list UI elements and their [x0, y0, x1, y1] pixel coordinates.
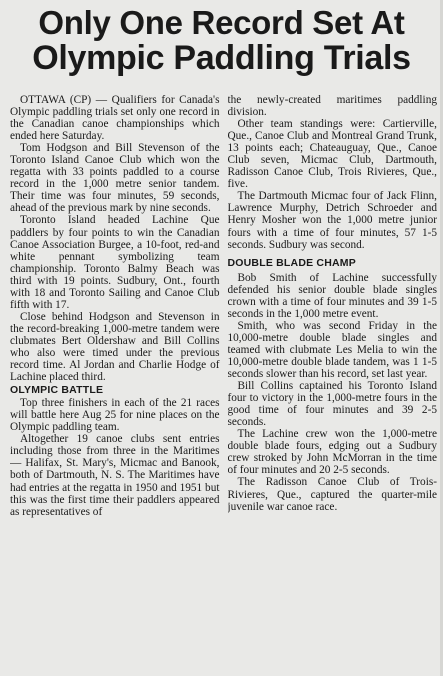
paragraph: Smith, who was second Friday in the 10,000-metre double blade singles and teamed with clubmate Les Melia to win the 10,000-metre double blade tandem, was 1 1-5 seconds slower than his record, set last year.	[227, 319, 437, 381]
paragraph: Close behind Hodgson and Stevenson in the record-breaking 1,000-metre tandem were clubmates Bert Oldershaw and Bill Collins who also were timed under the previous record time. Al Jordan and Charlie Hodge of Lachine placed third.	[10, 310, 220, 384]
paragraph: Tom Hodgson and Bill Stevenson of the Toronto Island Canoe Club which won the regatta with 33 points paddled to a course record in the 1,000 metre senior tandem. Their time was four minutes, 59 seconds, ahead of the previous mark by nine seconds.	[10, 142, 220, 215]
paragraph: The Dartmouth Micmac four of Jack Flinn, Lawrence Murphy, Detrich Schroeder and Henry Mosher won the 1,000 metre junior fours with a time of four minutes, 57 1-5 seconds. Sudbury was second.	[227, 190, 437, 251]
subheading-olympic-battle: OLYMPIC BATTLE	[10, 384, 104, 397]
paragraph: Top three finishers in each of the 21 races will battle here Aug 25 for nine places on the Olympic paddling team.	[10, 397, 220, 434]
paragraph: Toronto Island headed Lachine Que paddlers by four points to win the Canadian Canoe Association Burgee, a 10-foot, red-and white pennant symbolizing team championship. Toronto Balmy Beach was third with 19 points. Sudbury, Ont., fourth with 18 and Toronto Sailing and Canoe Club fifth with 17.	[10, 214, 220, 311]
paragraph: The Lachine crew won the 1,000-metre double blade fours, edging out a Sudbury crew stroked by John McMorran in the time of four minutes and 20 2-5 seconds.	[227, 428, 437, 477]
article-body	[10, 94, 437, 676]
paragraph: Bill Collins captained his Toronto Island four to victory in the 1,000-metre fours in the good time of four minutes and 39 2-5 seconds.	[227, 380, 437, 429]
right-column	[228, 94, 438, 676]
paragraph: Other team standings were: Cartierville, Que., Canoe Club and Montreal Grand Trunk, 13 points each; Chateauguay, Que., Canoe Club seven, Micmac Club, Dartmouth, Radisson Canoe Club, Trois Rivieres, Que., five.	[227, 118, 437, 191]
headline	[0, 0, 443, 76]
paragraph: the newly-created maritimes paddling division.	[227, 94, 437, 119]
paragraph: OTTAWA (CP) — Qualifiers for Canada's Olympic paddling trials set only one record in the Canadian canoe championships which ended here Saturday.	[10, 94, 220, 143]
headline-line-1: Only One Record Set At	[38, 4, 405, 41]
subheading-double-blade-champ: DOUBLE BLADE CHAMP	[227, 256, 356, 269]
headline-line-2: Olympic Paddling Trials	[32, 38, 411, 77]
paragraph: Bob Smith of Lachine successfully defended his senior double blade singles crown with a time of four minutes and 39 1-5 seconds in the 1,000 metre event.	[227, 271, 437, 320]
left-column	[10, 94, 220, 676]
paragraph: Altogether 19 canoe clubs sent entries including those from three in the Maritimes — Halifax, St. Mary's, Micmac and Banook, both of Dartmouth, N. S. The Maritimes have had entries at the regatta in 1950 and 1951 but this was the first time their paddlers appeared as representatives of	[10, 433, 220, 518]
paragraph: The Radisson Canoe Club of Trois-Rivieres, Que., captured the quarter-mile juvenile war canoe race.	[227, 476, 437, 513]
